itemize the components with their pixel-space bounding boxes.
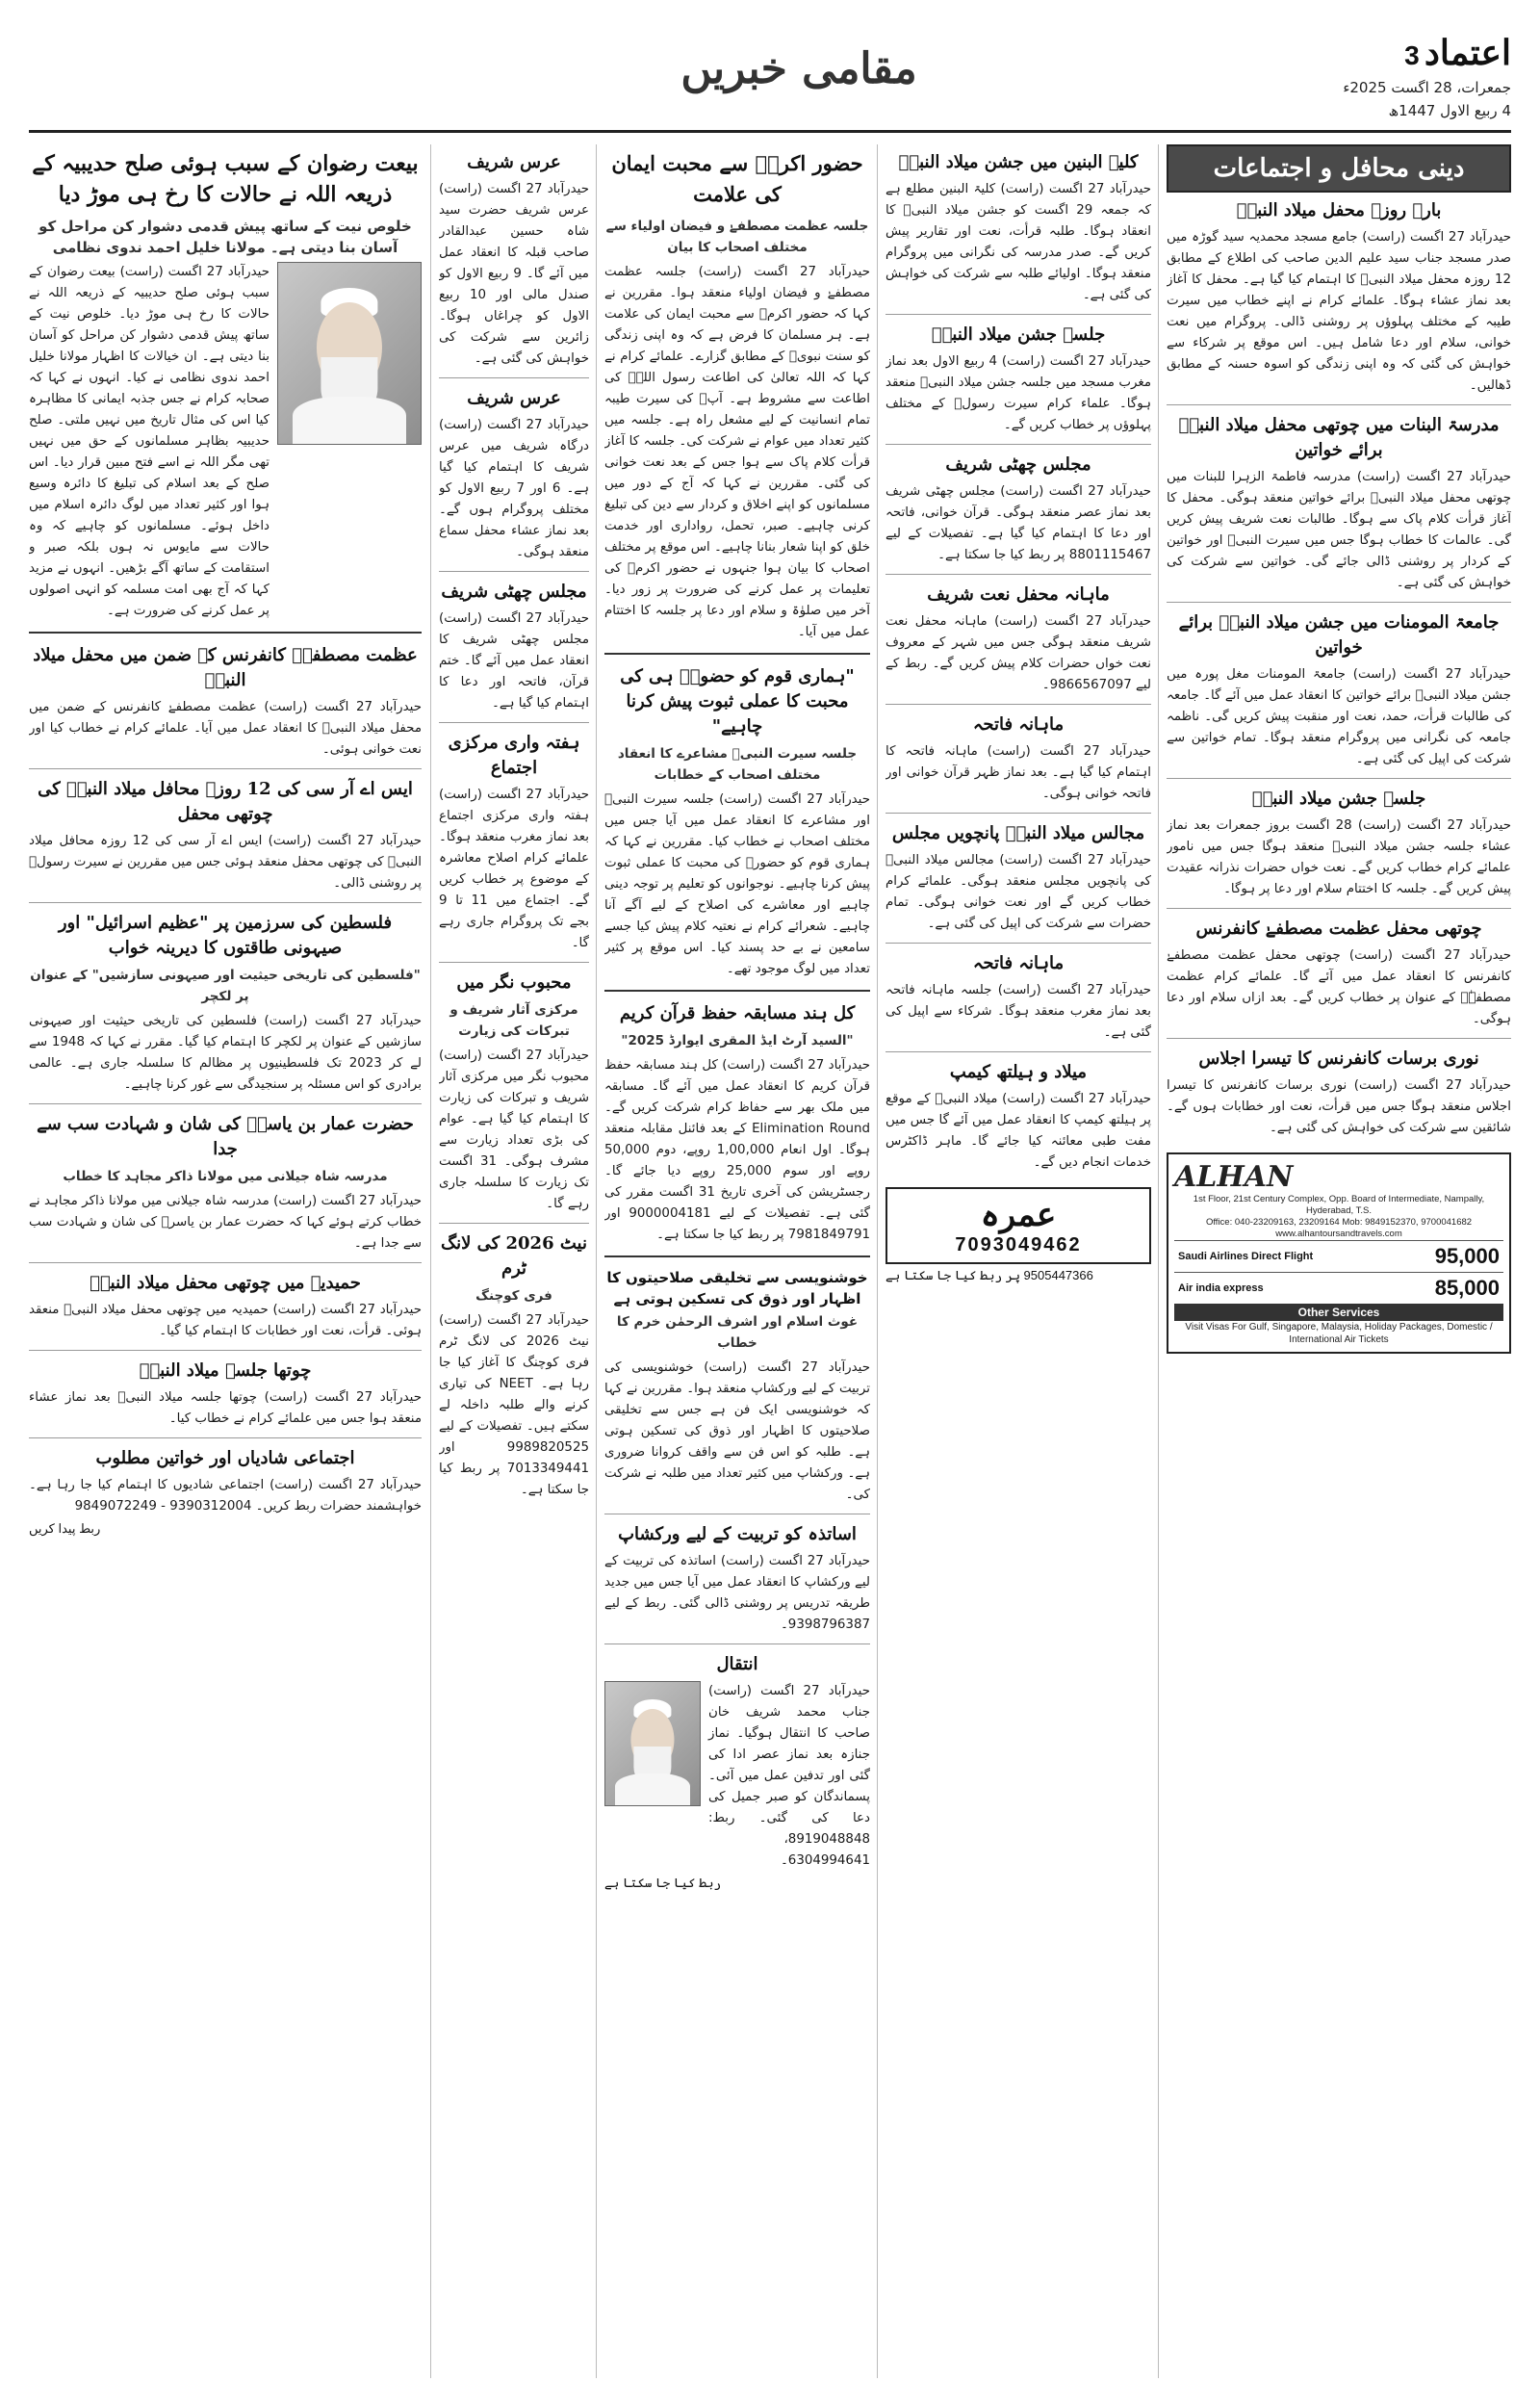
travel-advertisement[interactable] — [1167, 1152, 1511, 1354]
article-body: حیدرآباد 27 اگست (راست) حمیدیہ میں چوتھی محفل میلاد النبیؐ منعقد ہوئی۔ قرأت، نعت اور خطابات کا اہتمام کیا گیا۔ — [29, 1303, 422, 1338]
article-title: محبوب نگر میں — [456, 972, 572, 993]
ad-phone: Office: 040-23209163, 23209164 Mob: 9849152370, 9700041682 — [1205, 1217, 1473, 1228]
article-body: حیدرآباد 27 اگست (راست) جامع مسجد محمدیہ سید گوڑہ میں صدر مسجد جناب سید علیم الدین صاحب کی اطلاع کے مطابق 12 روزہ محفل میلاد النبیؐ کا اہتمام کیا گیا ہے۔ محفل کا آغاز بعد نماز عشاء ہوگا۔ علمائے کرام نے اپنے خطاب میں سیرت طیبہ کے مختلف پہلوؤں پر روشنی ڈالی۔ پروگرام میں نعت خوانی، سلام اور دعا شامل ہیں۔ اس موقع پر شرکاء سے خواہش کی گئی کہ وہ اپنی زندگی کو اسوہ حسنہ کے مطابق ڈھالیں۔ — [1167, 230, 1511, 393]
article-subtitle: مدرسہ شاہ جیلانی میں مولانا ذاکر مجاہد کا خطاب — [63, 1169, 388, 1184]
article-body: حیدرآباد 27 اگست (راست) مجلس چھٹی شریف بعد نماز عصر منعقد ہوگی۔ قرآن خوانی، فاتحہ اور دعا کا اہتمام کیا گیا ہے۔ تفصیلات کے لیے 8801115467 پر ربط کیا جا سکتا ہے۔ — [886, 484, 1151, 562]
date-line-1: جمعرات، 28 اگست 2025ء — [1343, 79, 1511, 96]
divider — [29, 1262, 422, 1263]
ad-fare-label: Air india express — [1178, 1282, 1264, 1294]
article-body: حیدرآباد 27 اگست (راست) ایس اے آر سی کی 12 روزہ محافل میلاد النبیؐ کی چوتھی محفل منعقد ہوئی جس میں مقررین نے سیرت رسولؐ پر روشنی ڈالی۔ — [29, 834, 422, 891]
divider — [604, 1643, 870, 1644]
ad-fare-row — [1174, 1272, 1503, 1304]
article-title: اجتماعی شادیاں اور خواتین مطلوب — [95, 1448, 355, 1468]
column-divider — [1158, 144, 1159, 2378]
article-title: مجلس چھٹی شریف — [441, 582, 587, 602]
article-body: حیدرآباد 27 اگست (راست) نوری برسات کانفرنس کا تیسرا اجلاس منعقد ہوگا جس میں قرأت، نعت اور خطابات ہوں گے۔ شائقین سے شرکت کی خواہش کی گئی ہے۔ — [1167, 1078, 1511, 1135]
article-title: مجالس میلاد النبیؐ پانچویں مجلس — [891, 823, 1145, 843]
article-title: ماہانہ محفل نعت شریف — [927, 584, 1110, 605]
column-divider — [877, 144, 878, 2378]
article-title: جامعۃ المومنات میں جشن میلاد النبیؐ برائے خواتین — [1178, 612, 1500, 658]
article-body: حیدرآباد 27 اگست (راست) عظمت مصطفےٰ کانفرنس کے ضمن میں محفل میلاد النبیؐ کا انعقاد عمل میں آیا۔ علمائے کرام نے خطاب کیا اور نعت خوانی ہوئی۔ — [29, 700, 422, 757]
column-urs-events — [439, 144, 589, 2378]
article-title: بارہ روزہ محفل میلاد النبیؐ — [1236, 200, 1442, 220]
article-subtitle: جلسہ سیرت النبیؐ مشاعرے کا انعقاد مختلف اصحاب کے خطابات — [617, 746, 858, 783]
divider — [886, 574, 1151, 575]
divider — [29, 1103, 422, 1104]
article-subtitle: "السید آرٹ ایڈ المقری ایوارڈ 2025" — [621, 1033, 854, 1048]
ad-services-title: Other Services — [1174, 1304, 1503, 1321]
article-title: مجلس چھٹی شریف — [945, 454, 1091, 475]
divider — [604, 990, 870, 992]
article-body: حیدرآباد 27 اگست (راست) مدرسہ شاہ جیلانی میں مولانا ذاکر مجاہد نے خطاب کرتے ہوئے کہا کہ حضرت عمار بن یاسرؓ کی شان و شہادت سب سے جدا ہے۔ — [29, 1194, 422, 1251]
article-title: حمیدیہ میں چوتھی محفل میلاد النبیؐ — [90, 1273, 361, 1293]
article-body: حیدرآباد 27 اگست (راست) فلسطین کی تاریخی حیثیت اور صیہونی سازشیں کے عنوان پر لکچر کا اہتمام کیا گیا۔ مقرر نے کہا کہ 1948 سے لے کر 2023 تک فلسطینیوں پر مظالم کا سلسلہ جاری ہے۔ عالمی برادری کو اس مسئلہ پر سنجیدگی سے غور کرنا چاہیے۔ — [29, 1014, 422, 1092]
divider — [886, 943, 1151, 944]
ad-website: www.alhantoursandtravels.com — [1275, 1229, 1402, 1239]
divider — [886, 444, 1151, 445]
column-local-events — [886, 144, 1151, 2378]
article-title: عرس شریف — [467, 388, 561, 408]
lead-headline: بیعت رضوان کے سبب ہوئی صلح حدیبیہ کے ذریعہ اللہ نے حالات کا رخ ہی موڑ دیا — [32, 151, 419, 207]
column-divider — [596, 144, 597, 2378]
article-body: حیدرآباد 27 اگست (راست) درگاہ شریف میں عرس شریف کا اہتمام کیا گیا ہے۔ 6 اور 7 ربیع الاول کو مختلف پروگرام ہوں گے۔ بعد نماز عشاء محفل سماع منعقد ہوگی۔ — [439, 418, 589, 559]
divider — [29, 768, 422, 769]
section-banner: دینی محافل و اجتماعات — [1167, 144, 1511, 193]
divider — [604, 653, 870, 655]
article-body: حیدرآباد 27 اگست (راست) عرس شریف حضرت سید شاہ حسین عبدالقادر صاحب قبلہ کا انعقاد عمل میں آئے گا۔ 9 ربیع الاول کو صندل مالی اور 10 ربیع الاول کو چراغاں ہوگا۔ زائرین سے شرکت کی خواہش کی گئی ہے۔ — [439, 182, 589, 366]
ad-services: Visit Visas For Gulf, Singapore, Malaysia, Holiday Packages, Domestic / International Air Tickets — [1185, 1322, 1493, 1345]
page-number: 3 — [1404, 40, 1420, 70]
article-title: ماہانہ فاتحہ — [972, 714, 1065, 735]
newspaper-logo: اعتماد — [1424, 33, 1511, 73]
article-body: حیدرآباد 27 اگست (راست) میلاد النبیؐ کے موقع پر ہیلتھ کیمپ کا انعقاد عمل میں آئے گا جس میں مفت طبی معائنہ کیا جائے گا۔ ماہر ڈاکٹرس خدمات انجام دیں گے۔ — [886, 1092, 1151, 1170]
lead-story-block — [29, 262, 422, 622]
article-title: ماہانہ فاتحہ — [972, 953, 1065, 973]
ad-fare-row — [1174, 1240, 1503, 1272]
ad-address: 1st Floor, 21st Century Complex, Opp. Board of Intermediate, Nampally, Hyderabad, T.S. — [1193, 1194, 1485, 1216]
article-subtitle: فری کوچنگ — [475, 1288, 552, 1304]
article-body: حیدرآباد 27 اگست (راست) جلسہ ماہانہ فاتحہ بعد نماز مغرب منعقد ہوگا۔ شرکاء سے اپیل کی گئی ہے۔ — [886, 983, 1151, 1040]
column-main-story — [604, 144, 870, 2378]
article-title: چوتھا جلسہ میلاد النبیؐ — [139, 1360, 312, 1381]
article-subtitle: غوث اسلام اور اشرف الرحمٰن خرم کا خطاب — [616, 1314, 859, 1351]
divider — [1167, 404, 1511, 405]
article-body: حیدرآباد 27 اگست (راست) ہفتہ واری مرکزی اجتماع بعد نماز مغرب منعقد ہوگا۔ علمائے کرام اصلاح معاشرہ کے موضوع پر خطاب کریں گے۔ اجتماع میں 11 تا 9 بجے تک پروگرام جاری رہے گا۔ — [439, 788, 589, 950]
divider — [29, 1350, 422, 1351]
lead-subheadline: خلوص نیت کے ساتھ پیش قدمی دشوار کن مراحل کو آسان بنا دیتی ہے۔ مولانا خلیل احمد ندوی نظامی — [38, 218, 412, 256]
contact-line: ربط کیا جا سکتا ہے — [604, 1876, 722, 1890]
article-body: حیدرآباد 27 اگست (راست) ماہانہ محفل نعت شریف منعقد ہوگی جس میں شہر کے معروف نعت خواں حضرات کلام پیش کریں گے۔ ربط کے لیے 9866567097۔ — [886, 614, 1151, 692]
divider — [886, 704, 1151, 705]
main-headline: حضور اکرمؐ سے محبت ایمان کی علامت — [611, 151, 863, 206]
divider — [29, 1437, 422, 1438]
article-title: فلسطین کی سرزمین پر "عظیم اسرائیل" اور صیہونی طاقتوں کا دیرینہ خواب — [58, 913, 393, 958]
article-title: خوشنویسی سے تخلیقی صلاحیتوں کا اظہار اور ذوق کی تسکین ہوتی ہے — [606, 1269, 868, 1307]
article-body: حیدرآباد 27 اگست (راست) ماہانہ فاتحہ کا اہتمام کیا گیا ہے۔ بعد نماز ظہر قرآن خوانی اور فاتحہ خوانی ہوگی۔ — [886, 744, 1151, 801]
article-body: حیدرآباد 27 اگست (راست) چوتھا جلسہ میلاد النبیؐ بعد نماز عشاء منعقد ہوا جس میں علمائے کرام نے خطاب کیا۔ — [29, 1390, 422, 1426]
article-title: عظمت مصطفےٰ کانفرنس کے ضمن میں محفل میلاد النبیؐ — [33, 645, 418, 690]
article-body: حیدرآباد 27 اگست (راست) چوتھی محفل عظمت مصطفےٰ کانفرنس کا انعقاد عمل میں آئے گا۔ علمائے کرام عظمت مصطفےٰؐ کے عنوان پر خطاب کریں گے۔ بعد ازاں سلام اور دعا ہوگی۔ — [1167, 948, 1511, 1026]
article-title: انتقال — [716, 1654, 758, 1674]
divider — [1167, 1038, 1511, 1039]
article-body: حیدرآباد 27 اگست (راست) مجالس میلاد النبیؐ کی پانچویں مجلس منعقد ہوگی۔ علمائے کرام خطاب کریں گے اور نعت خوانی ہوگی۔ تمام حضرات سے شرکت کی اپیل کی گئی ہے۔ — [886, 853, 1151, 931]
divider — [604, 1255, 870, 1257]
section-title: مقامی خبریں — [680, 44, 917, 93]
article-body: حیدرآباد 27 اگست (راست) نیٹ 2026 کی لانگ ٹرم فری کوچنگ کا آغاز کیا جا رہا ہے۔ NEET کی تیاری کرنے والے طلبہ داخلہ لے سکتے ہیں۔ تفصیلات کے لیے 9989820525 اور 7013349441 پر ربط کیا جا سکتا ہے۔ — [439, 1313, 589, 1497]
date-line-2: 4 ربیع الاول 1447ھ — [1388, 102, 1511, 119]
article-title: ایس اے آر سی کی 12 روزہ محافل میلاد النبیؐ کی چوتھی محفل — [38, 779, 413, 824]
article-title: نیٹ 2026 کی لانگ ٹرم — [441, 1233, 587, 1279]
divider — [439, 722, 589, 723]
divider — [439, 571, 589, 572]
divider — [29, 902, 422, 903]
article-title: ہفتہ واری مرکزی اجتماع — [448, 733, 580, 778]
divider — [1167, 778, 1511, 779]
ad-fare-value: 95,000 — [1434, 1244, 1500, 1268]
speaker-photo — [277, 262, 422, 445]
column-lead-story — [29, 144, 422, 2378]
article-body: حیدرآباد 27 اگست (راست) بیعت رضوان کے سبب ہوئی صلح حدیبیہ کے ذریعہ اللہ نے حالات کا رخ ہی موڑ دیا۔ خلوص نیت کے ساتھ پیش قدمی دشوار کن مراحل کو آسان بنا دیتی ہے۔ ان خیالات کا اظہار مولانا خلیل احمد ندوی نظامی نے کیا۔ انہوں نے کہا کہ صحابہ کرام نے جس جذبہ ایمانی کا مظاہرہ کیا اس کی مثال تاریخ میں نہیں ملتی۔ صلح حدیبیہ بظاہر مسلمانوں کے حق میں نہیں تھی مگر اللہ نے اسے فتح مبین قرار دیا۔ اس صلح کے بعد اسلام کی تبلیغ کا دائرہ وسیع ہوا اور کثیر تعداد میں لوگ دائرہ اسلام میں داخل ہوئے۔ مسلمانوں کو چاہیے کہ وہ حالات سے مایوس نہ ہوں بلکہ صبر و استقامت کے ساتھ آگے بڑھیں۔ انہوں نے مزید کہا کہ آج بھی امت مسلمہ کو انہی اصولوں پر عمل کرنے کی ضرورت ہے۔ — [29, 265, 270, 618]
obituary-photo — [604, 1681, 701, 1806]
contact-line: 9505447366 پر ربط کیا جا سکتا ہے — [886, 1268, 1093, 1282]
main-subheadline: جلسہ عظمت مصطفےٰ و فیضان اولیاء سے مختلف اصحاب کا بیان — [605, 219, 869, 255]
divider — [886, 813, 1151, 814]
ad-fare-label: Saudi Airlines Direct Flight — [1178, 1251, 1314, 1262]
article-body: حیدرآباد 27 اگست (راست) مدرسہ فاطمۃ الزہرا للبنات میں چوتھی محفل میلاد النبیؐ برائے خواتین منعقد ہوگی۔ محفل کا آغاز قرأت کلام پاک سے ہوگا۔ طالبات نعت شریف پیش کریں گی۔ عالمات کا خطاب ہوگا جس میں سیرت النبیؐ اور خواتین کے کردار پر روشنی ڈالی جائے گی۔ خواتین سے شرکت کی خواہش کی گئی ہے۔ — [1167, 470, 1511, 590]
article-title: میلاد و ہیلتھ کیمپ — [949, 1062, 1088, 1082]
umrah-advertisement[interactable] — [886, 1187, 1151, 1264]
article-body: حیدرآباد 27 اگست (راست) اساتذہ کی تربیت کے لیے ورکشاپ کا انعقاد عمل میں آیا جس میں جدید طریقہ تدریس پر روشنی ڈالی گئی۔ ربط کے لیے 9398796387۔ — [604, 1554, 870, 1632]
column-divider — [430, 144, 431, 2378]
ad-brand-logo: ALHAN — [1174, 1160, 1294, 1194]
article-body: حیدرآباد 27 اگست (راست) محبوب نگر میں مرکزی آثار شریف و تبرکات کی زیارت کا اہتمام کیا گیا ہے۔ عوام کی بڑی تعداد زیارت سے مشرف ہوگی۔ 31 اگست تک زیارت کا سلسلہ جاری رہے گا۔ — [439, 1048, 589, 1211]
divider — [886, 314, 1151, 315]
newspaper-brand — [1343, 33, 1511, 119]
article-title: جلسہ جشن میلاد النبیؐ — [1251, 789, 1426, 809]
article-body: حیدرآباد 27 اگست (راست) جلسہ عظمت مصطفےٰ و فیضان اولیاء منعقد ہوا۔ مقررین نے کہا کہ حضور اکرمؐ سے محبت ایمان کی علامت ہے۔ ہر مسلمان کا فرض ہے کہ وہ اپنی زندگی کو سنت نبویؐ کے مطابق گزارے۔ علمائے کرام نے کہا کہ اللہ تعالیٰ کی اطاعت رسول اللہؐ کی اطاعت سے مشروط ہے۔ آپؐ کی سیرت طیبہ تمام انسانیت کے لیے مشعل راہ ہے۔ جلسہ میں کثیر تعداد میں عوام نے شرکت کی۔ جلسہ کا آغاز قرأت کلام پاک سے ہوا جس کے بعد نعت خوانی کی گئی۔ مقررین نے کہا کہ آج کے دور میں مسلمانوں کو اپنے اخلاق و کردار سے دین کی تبلیغ کرنی چاہیے۔ صبر، تحمل، رواداری اور خدمت خلق کو اپنا شعار بنانا چاہیے۔ اس موقع پر مختلف اصحاب کا بیان ہوا جنہوں نے حضور اکرمؐ کی تعلیمات پر عمل کرنے کی ضرورت پر زور دیا۔ آخر میں صلوٰۃ و سلام اور دعا پر جلسہ کا اختتام عمل میں آیا۔ — [604, 265, 870, 639]
article-body: حیدرآباد 27 اگست (راست) 4 ربیع الاول بعد نماز مغرب مسجد میں جلسہ جشن میلاد النبیؐ منعقد ہوگا۔ علماء کرام سیرت رسولؐ کے مختلف پہلوؤں پر خطاب کریں گے۔ — [886, 354, 1151, 432]
divider — [439, 962, 589, 963]
masthead — [29, 27, 1511, 133]
divider — [29, 632, 422, 634]
divider — [886, 1051, 1151, 1052]
divider — [1167, 602, 1511, 603]
article-body: حیدرآباد 27 اگست (راست) جلسہ سیرت النبیؐ اور مشاعرے کا انعقاد عمل میں آیا جس میں مختلف اصحاب نے خطاب کیا۔ مقررین نے کہا کہ ہماری قوم کو حضورؐ کی محبت کا عملی ثبوت پیش کرنا چاہیے۔ نوجوانوں کو تعلیم پر توجہ دینی چاہیے اور معاشرے کی اصلاح کے لیے آگے آنا چاہیے۔ شعرائے کرام نے نعتیہ کلام پیش کیا جسے سامعین نے بے حد پسند کیا۔ اس موقع پر کثیر تعداد میں لوگ موجود تھے۔ — [604, 792, 870, 976]
article-title: اساتذہ کو تربیت کے لیے ورکشاپ — [618, 1524, 857, 1544]
contact-line: ربط پیدا کریں — [29, 1521, 101, 1536]
ad-phone-number: 7093049462 — [955, 1234, 1082, 1255]
article-title: حضرت عمار بن یاسرؓ کی شان و شہادت سب سے جدا — [37, 1114, 414, 1159]
article-title: عرس شریف — [467, 152, 561, 172]
ad-fare-value: 85,000 — [1434, 1276, 1500, 1300]
column-religious-events — [1167, 144, 1511, 2378]
article-subtitle: مرکزی آثار شریف و تبرکات کی زیارت — [449, 1002, 578, 1039]
article-body: حیدرآباد 27 اگست (راست) کل ہند مسابقہ حفظ قرآن کریم کا انعقاد عمل میں آئے گا۔ مسابقہ میں ملک بھر سے حفاظ کرام شرکت کریں گے۔ Elimination Round کے بعد فائنل مقابلہ منعقد ہوگا۔ اول انعام 1,00,000 روپے، دوم 50,000 روپے اور سوم 25,000 روپے دیا جائے گا۔ رجسٹریشن کی آخری تاریخ 31 اگست مقرر کی گئی ہے۔ تفصیلات کے لیے 9000004181 اور 7981849791 پر ربط کیا جا سکتا ہے۔ — [604, 1058, 870, 1242]
article-body: حیدرآباد 27 اگست (راست) 28 اگست بروز جمعرات بعد نماز عشاء جلسہ جشن میلاد النبیؐ منعقد ہوگا جس میں نامور علمائے کرام خطاب کریں گے۔ نعت خواں حضرات نذرانہ عقیدت پیش کریں گے۔ جلسہ کا اختتام سلام اور دعا پر ہوگا۔ — [1167, 818, 1511, 896]
article-title: کلیۃ البنین میں جشن میلاد النبیؐ — [898, 152, 1139, 172]
article-body: حیدرآباد 27 اگست (راست) اجتماعی شادیوں کا اہتمام کیا جا رہا ہے۔ خواہشمند حضرات ربط کریں۔ 9390312004 - 9849072249 — [29, 1478, 422, 1514]
article-body: حیدرآباد 27 اگست (راست) خوشنویسی کی تربیت کے لیے ورکشاپ منعقد ہوا۔ مقررین نے کہا کہ خوشنویسی ایک فن ہے جس سے تخلیقی صلاحیتوں کا اظہار اور ذوق کی تسکین ہوتی ہے۔ طلبہ کو اس فن سے واقف کروانا ضروری ہے۔ ورکشاپ میں کثیر تعداد میں طلبہ نے شرکت کی۔ — [604, 1360, 870, 1502]
divider — [1167, 908, 1511, 909]
article-title: جلسہ جشن میلاد النبیؐ — [931, 324, 1106, 345]
article-title: چوتھی محفل عظمت مصطفےٰ کانفرنس — [1195, 919, 1482, 939]
divider — [439, 377, 589, 378]
article-body: حیدرآباد 27 اگست (راست) جامعۃ المومنات مغل پورہ میں جشن میلاد النبیؐ برائے خواتین کا انعقاد عمل میں آئے گا۔ جامعہ کی طالبات قرأت، حمد، نعت اور منقبت پیش کریں گی۔ ناظمہ جامعہ کی نگرانی میں پروگرام منعقد ہوگا۔ تمام خواتین سے شرکت کی اپیل کی گئی ہے۔ — [1167, 667, 1511, 766]
article-title: کل ہند مسابقہ حفظ قرآن کریم — [619, 1003, 856, 1023]
article-body: حیدرآباد 27 اگست (راست) مجلس چھٹی شریف کا انعقاد عمل میں آئے گا۔ ختم قرآن، فاتحہ اور دعا کا اہتمام کیا گیا ہے۔ — [439, 611, 589, 711]
article-body: حیدرآباد 27 اگست (راست) کلیۃ البنین مطلع ہے کہ جمعہ 29 اگست کو جشن میلاد النبیؐ کا انعقاد ہوگا۔ طلبہ قرأت، نعت اور تقاریر پیش کریں گے۔ صدر مدرسہ کی نگرانی میں پروگرام منعقد ہوگا۔ اولیائے طلبہ سے شرکت کی خواہش کی گئی ہے۔ — [886, 182, 1151, 302]
article-title: نوری برسات کانفرنس کا تیسرا اجلاس — [1198, 1048, 1479, 1069]
article-body: حیدرآباد 27 اگست (راست) جناب محمد شریف خان صاحب کا انتقال ہوگیا۔ نماز جنازہ بعد نماز عصر ادا کی گئی اور تدفین عمل میں آئی۔ پسماندگان کو صبر جمیل کی دعا کی گئی۔ ربط: 8919048848، 6304994641۔ — [708, 1684, 870, 1868]
obituary-block — [604, 1681, 870, 1872]
article-title: "ہماری قوم کو حضورؐ ہی کی محبت کا عملی ثبوت پیش کرنا چاہیے" — [620, 666, 855, 737]
article-subtitle: "فلسطین کی تاریخی حیثیت اور صیہونی سازشیں" کے عنوان پر لکچر — [30, 968, 421, 1004]
article-title: مدرسۃ البنات میں چوتھی محفل میلاد النبیؐ برائے خواتین — [1178, 415, 1500, 460]
ad-logo: عمرہ — [980, 1196, 1057, 1234]
divider — [439, 1223, 589, 1224]
